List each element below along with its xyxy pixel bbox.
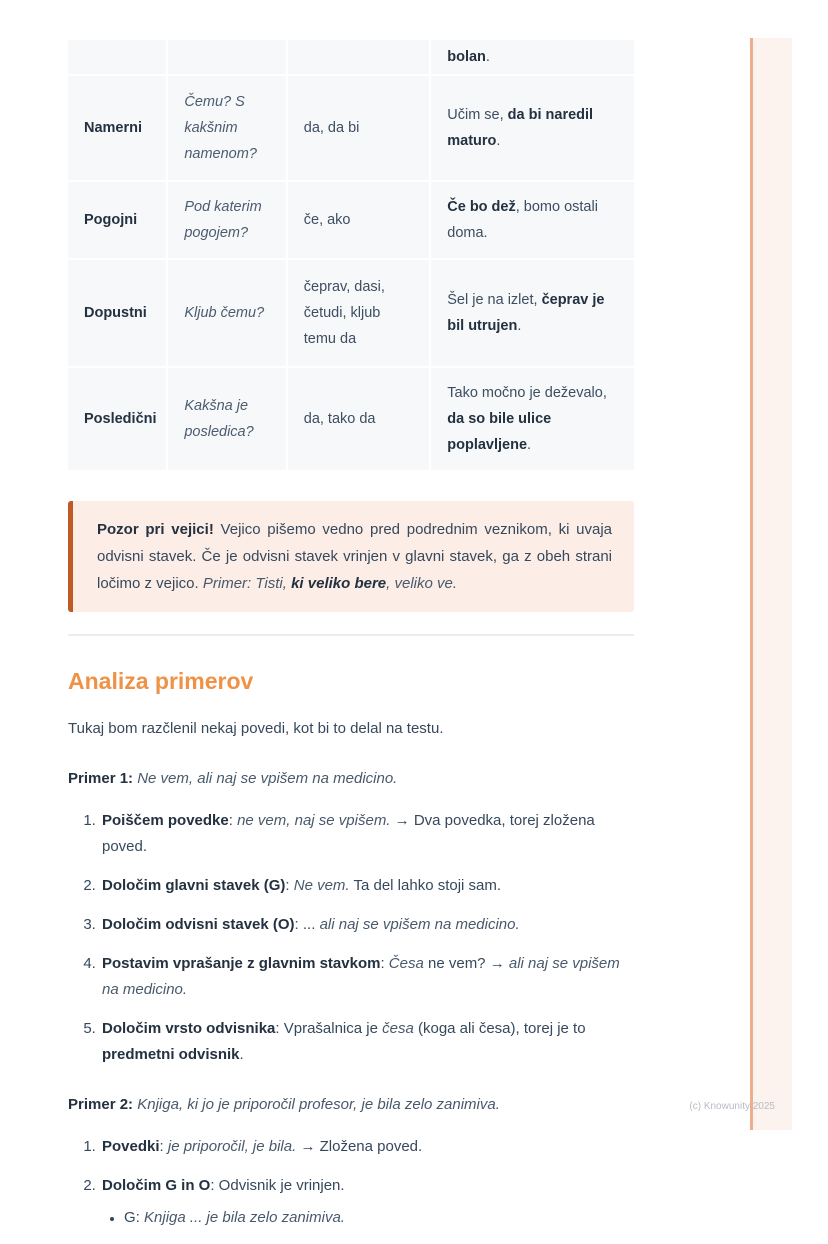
cell-question: Kakšna je posledica? xyxy=(167,367,286,471)
cell-conjunctions: čeprav, dasi, četudi, kljub temu da xyxy=(287,259,431,367)
step-text: Določim vrsto odvisnika: Vprašalnica je česa (koga ali česa), torej je to predmetni odvisnik. xyxy=(102,1020,586,1063)
step-text: Določim G in O: Odvisnik je vrinjen. xyxy=(102,1177,345,1194)
cell-conjunctions xyxy=(287,39,431,75)
sub-bullet-item xyxy=(124,1205,634,1231)
cell-type: Dopustni xyxy=(67,259,167,367)
step-item xyxy=(100,1134,634,1160)
page-edge-accent-band xyxy=(750,38,792,1130)
section-divider xyxy=(68,634,634,636)
primer-2: Primer 2: Knjiga, ki jo je priporočil profesor, je bila zelo zanimiva. xyxy=(68,1096,500,1113)
step-item xyxy=(100,1016,634,1068)
callout-text: Pozor pri vejici! Vejico pišemo vedno pred podrednim veznikom, ki uvaja odvisni stavek. Če je odvisni stavek vrinjen v glavni stavek, ga z obeh strani ločimo z vejico. Primer: Tisti, ki veliko bere, veliko ve. xyxy=(97,521,613,592)
cell-type: Namerni xyxy=(67,75,167,181)
document-content xyxy=(68,38,634,1244)
section-intro: Tukaj bom razčlenil nekaj povedi, kot bi to delal na testu. xyxy=(68,720,444,737)
table-row xyxy=(67,75,635,181)
cell-conjunctions: da, da bi xyxy=(287,75,431,181)
primer-1: Primer 1: Ne vem, ali naj se vpišem na medicino. xyxy=(68,770,398,787)
step-text: Določim glavni stavek (G): Ne vem. Ta del lahko stoji sam. xyxy=(102,877,502,894)
cell-type: Posledični xyxy=(67,367,167,471)
table-row xyxy=(67,39,635,75)
table-row xyxy=(67,367,635,471)
primer-1-steps xyxy=(68,808,634,1068)
sub-bullet-text: G: Knjiga ... je bila zelo zanimiva. xyxy=(124,1209,345,1226)
cell-example: bolan. xyxy=(430,39,635,75)
comma-warning-callout xyxy=(68,501,634,612)
primer-2-steps xyxy=(68,1134,634,1231)
cell-example: Učim se, da bi naredil maturo. xyxy=(430,75,635,181)
cell-type xyxy=(67,39,167,75)
cell-type: Pogojni xyxy=(67,181,167,259)
step-item xyxy=(100,808,634,860)
table-row xyxy=(67,181,635,259)
copyright-note: (c) Knowunity 2025 xyxy=(689,1101,775,1112)
step-item xyxy=(100,873,634,899)
cell-example: Če bo dež, bomo ostali doma. xyxy=(430,181,635,259)
step-text: Povedki: je priporočil, je bila. → Zložena poved. xyxy=(102,1138,423,1155)
step-text: Poiščem povedke: ne vem, naj se vpišem. → Dva povedka, torej zložena poved. xyxy=(102,812,595,855)
step-item xyxy=(100,951,634,1003)
cell-example: Šel je na izlet, čeprav je bil utrujen. xyxy=(430,259,635,367)
table-row xyxy=(67,259,635,367)
sub-bullets xyxy=(102,1205,634,1231)
odvisniki-table xyxy=(66,38,636,472)
cell-example: Tako močno je deževalo, da so bile ulice poplavljene. xyxy=(430,367,635,471)
cell-question: Pod katerim pogojem? xyxy=(167,181,286,259)
step-item xyxy=(100,912,634,938)
step-text: Določim odvisni stavek (O): ... ali naj se vpišem na medicino. xyxy=(102,916,520,933)
step-text: Postavim vprašanje z glavnim stavkom: Česa ne vem? → ali naj se vpišem na medicino. xyxy=(102,955,620,998)
step-item xyxy=(100,1173,634,1231)
cell-conjunctions: če, ako xyxy=(287,181,431,259)
cell-question xyxy=(167,39,286,75)
section-heading: Analiza primerov xyxy=(68,668,254,694)
cell-question: Čemu? S kakšnim namenom? xyxy=(167,75,286,181)
cell-conjunctions: da, tako da xyxy=(287,367,431,471)
cell-question: Kljub čemu? xyxy=(167,259,286,367)
